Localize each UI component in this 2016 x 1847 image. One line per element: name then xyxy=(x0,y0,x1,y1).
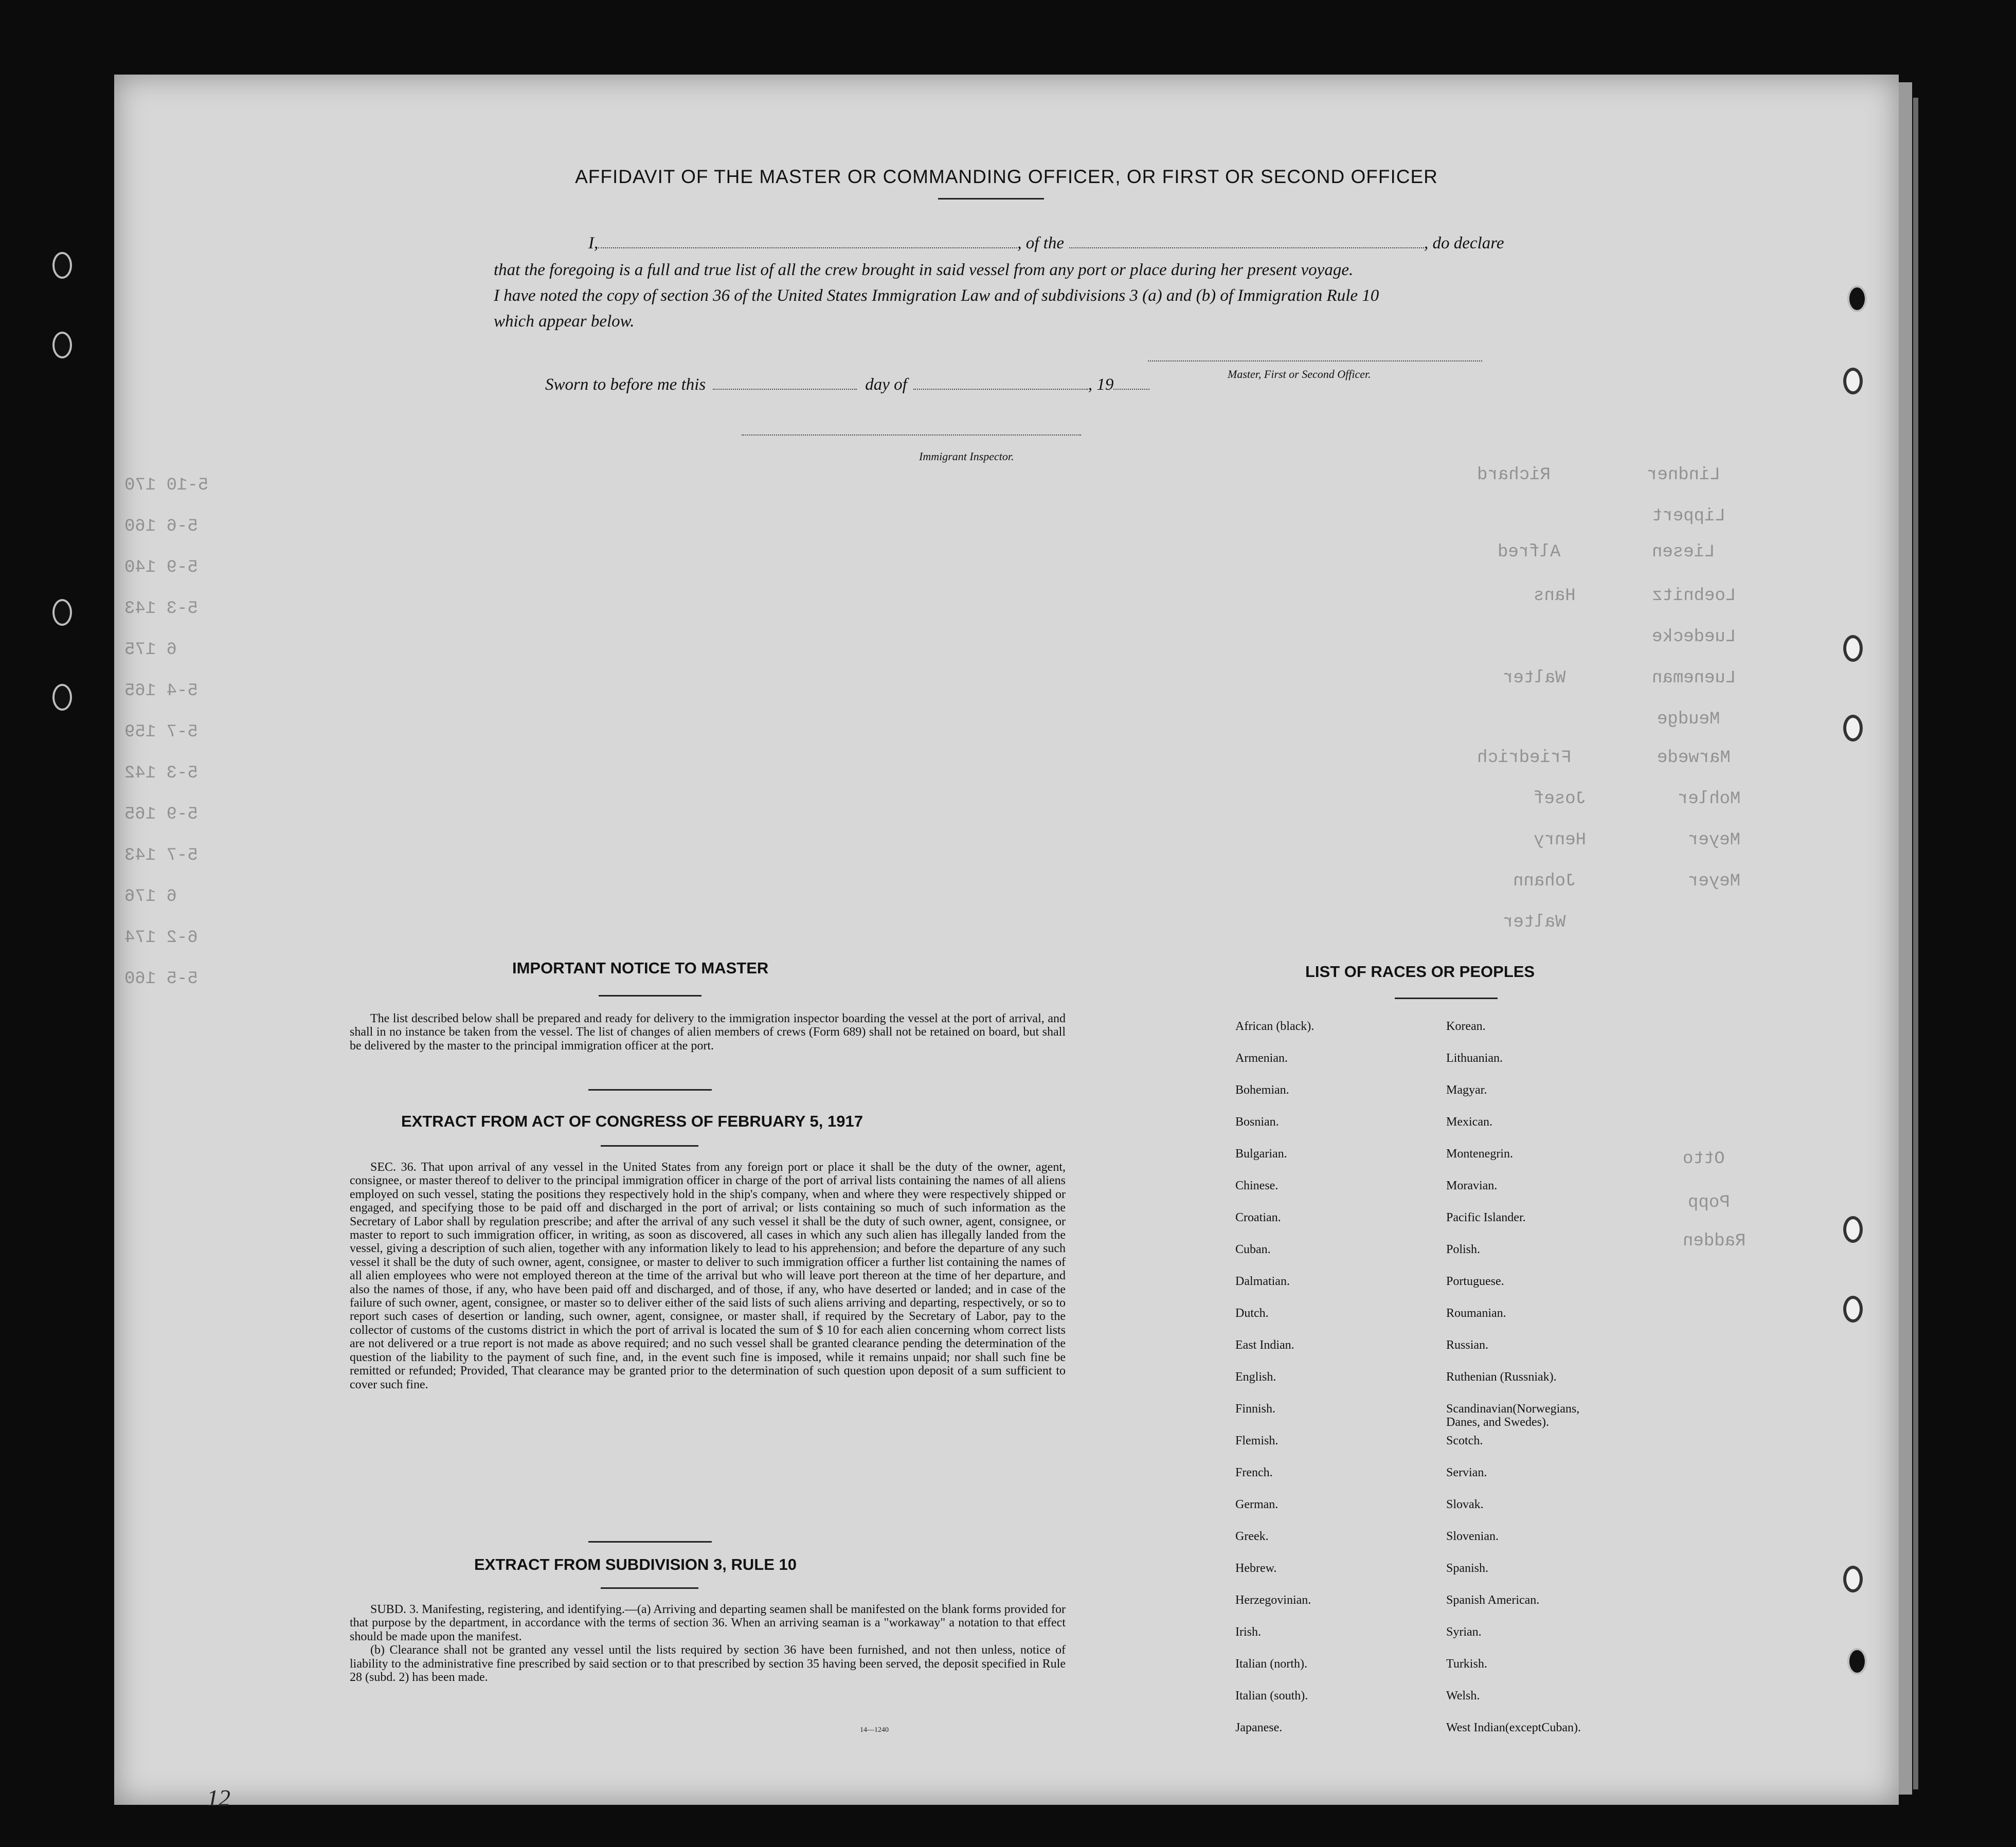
notice-title: IMPORTANT NOTICE TO MASTER xyxy=(512,959,769,977)
bleed-through-text: 6 176 xyxy=(124,887,177,907)
race-item: Hebrew. xyxy=(1235,1562,1277,1575)
races-right-column xyxy=(1446,1020,1581,1753)
affidavit-title: AFFIDAVIT OF THE MASTER OR COMMANDING OFFICER, OR FIRST OR SECOND OFFICER xyxy=(575,166,1438,187)
form-code: 14—1240 xyxy=(860,1726,889,1734)
race-item: Slovenian. xyxy=(1446,1530,1499,1543)
bleed-through-text: Loebnitz xyxy=(1652,586,1736,606)
handwritten-mark: 12 xyxy=(207,1785,230,1811)
affidavit-line-3: I have noted the copy of section 36 of the United States Immigration Law and of subdivisions 3 (a) and (b) of Immigration Rule 10 xyxy=(494,286,1379,305)
race-item: Herzegovinian. xyxy=(1235,1594,1311,1607)
act-bottom-rule xyxy=(588,1541,712,1543)
race-item: African (black). xyxy=(1235,1020,1315,1033)
binder-hole xyxy=(1847,1648,1867,1675)
bleed-through-text: Lueneman xyxy=(1652,668,1736,688)
binder-hole xyxy=(1843,715,1863,741)
bleed-through-text: 6 175 xyxy=(124,640,177,660)
inspector-signature-blank xyxy=(742,434,1081,436)
inspector-label: Immigrant Inspector. xyxy=(919,450,1014,463)
race-item: West Indian(exceptCuban). xyxy=(1446,1721,1581,1734)
race-item: Scandinavian(Norwegians, xyxy=(1446,1402,1580,1416)
race-item: Korean. xyxy=(1446,1020,1486,1033)
bleed-through-text: Mohler xyxy=(1678,789,1741,809)
rule-paragraph-a: SUBD. 3. Manifesting, registering, and identifying.—(a) Arriving and departing seamen shall be manifested on the blank forms provided for that purpose by the department, in accordance with the terms of section 36. When an arriving seaman is a "workaway" a notation to that effect should be made upon the manifest. xyxy=(350,1603,1066,1643)
race-item: East Indian. xyxy=(1235,1338,1294,1352)
binder-hole xyxy=(1843,635,1863,662)
bleed-through-text: Marwede xyxy=(1657,748,1731,768)
bleed-through-text: 5-6 160 xyxy=(124,517,198,536)
day-of-label: day of xyxy=(865,375,907,394)
races-title: LIST OF RACES OR PEOPLES xyxy=(1305,963,1535,981)
notice-text xyxy=(350,1012,1066,1053)
bleed-through-text: 5-9 165 xyxy=(124,805,198,824)
race-item: Finnish. xyxy=(1235,1402,1276,1416)
bleed-through-text: Friedrich xyxy=(1477,748,1572,768)
notice-paragraph: The list described below shall be prepared and ready for delivery to the immigration inspector boarding the vessel at the port of arrival, and shall in no instance be taken from the vessel. The list of changes of alien members of crews (Form 689) shall not be retained on board, but shall be delivered by the master to the principal immigration officer at the port. xyxy=(350,1012,1066,1053)
race-item: Italian (south). xyxy=(1235,1689,1308,1703)
race-item: Roumanian. xyxy=(1446,1307,1506,1320)
race-item: English. xyxy=(1235,1370,1276,1384)
race-item: Dutch. xyxy=(1235,1307,1269,1320)
bleed-through-text: 6-2 174 xyxy=(124,928,198,948)
race-item: Welsh. xyxy=(1446,1689,1480,1703)
rule-paragraph-b: (b) Clearance shall not be granted any vessel until the lists required by section 36 have been furnished, and not then unless, notice of liability to the administrative fine prescribed by said section or to that prescribed by section 35 having been served, the deposit specified in Rule 28 (subd. 2) has been made. xyxy=(350,1643,1066,1685)
race-item: Portuguese. xyxy=(1446,1275,1504,1288)
race-item: Cuban. xyxy=(1235,1243,1271,1256)
bleed-through-text: Otto xyxy=(1683,1149,1725,1169)
year-blank xyxy=(1113,389,1149,390)
page-edge-shadow xyxy=(1913,98,1918,1789)
name-blank xyxy=(598,247,1017,248)
race-item: Ruthenian (Russniak). xyxy=(1446,1370,1557,1384)
bleed-through-text: Johann xyxy=(1513,872,1576,891)
race-item: Flemish. xyxy=(1235,1434,1279,1447)
bleed-through-text: Popp xyxy=(1688,1193,1730,1212)
race-item: German. xyxy=(1235,1498,1279,1511)
race-item: Scotch. xyxy=(1446,1434,1483,1447)
signature-blank xyxy=(1148,360,1482,361)
race-item: Bosnian. xyxy=(1235,1115,1279,1129)
vessel-blank xyxy=(1069,247,1424,248)
race-item: Polish. xyxy=(1446,1243,1481,1256)
act-text xyxy=(350,1161,1066,1391)
notice-bottom-rule xyxy=(588,1089,712,1091)
race-item: Russian. xyxy=(1446,1338,1489,1352)
title-rule xyxy=(938,198,1044,200)
bleed-through-text: Radden xyxy=(1683,1232,1746,1251)
bleed-through-text: Henry xyxy=(1534,830,1587,850)
races-left-column xyxy=(1235,1020,1314,1753)
day-blank xyxy=(713,389,857,390)
bleed-through-text: 5-4 165 xyxy=(124,681,198,701)
race-item: Dalmatian. xyxy=(1235,1275,1290,1288)
bleed-through-text: Hans xyxy=(1534,586,1576,606)
bleed-through-text: Luedecke xyxy=(1652,627,1736,647)
binder-hole xyxy=(52,684,72,711)
race-item: Montenegrin. xyxy=(1446,1147,1513,1161)
bleed-through-text: Lippert xyxy=(1652,506,1725,526)
affidavit-of-the-label: , of the xyxy=(1017,234,1064,252)
race-item: Japanese. xyxy=(1235,1721,1283,1734)
binder-hole xyxy=(1843,368,1863,394)
race-item: Mexican. xyxy=(1446,1115,1492,1129)
race-item: Irish. xyxy=(1235,1625,1261,1639)
race-item: Turkish. xyxy=(1446,1657,1487,1671)
rule-underline xyxy=(601,1587,698,1589)
page-edge xyxy=(1898,82,1912,1795)
race-item: Servian. xyxy=(1446,1466,1487,1479)
act-rule xyxy=(601,1145,698,1147)
race-item: French. xyxy=(1235,1466,1273,1479)
bleed-through-text: 5-10 170 xyxy=(124,476,209,495)
race-item: Bohemian. xyxy=(1235,1083,1289,1097)
race-item: Moravian. xyxy=(1446,1179,1498,1192)
race-item: Spanish. xyxy=(1446,1562,1489,1575)
act-paragraph: SEC. 36. That upon arrival of any vessel in the United States from any foreign port or place it shall be the duty of the owner, agent, consignee, or master thereof to deliver to the principal immigration officer in charge of the port of arrival lists containing the names of all aliens employed on such vessel, stating the positions they respectively hold in the ship's company, when and where they were respectively shipped or engaged, and specifying those to be paid off and discharged in the port of arrival; or lists containing so much of such information as the Secretary of Labor shall by regulation prescribe; and after the arrival of any such vessel it shall be the duty of such owner, agent, consignee, or master to report to such immigration officer, in writing, as soon as discovered, all cases in which any such alien has illegally landed from the vessel, giving a description of such alien, together with any information likely to lead to his apprehension; and before the departure of any such vessel it shall be the duty of such owner, agent, consignee, or master to deliver to such immigration officer a further list containing the names of all alien employees who were not employed thereon at the time of the arrival but who will leave port thereon at the time of her departure, and also the names of those, if any, who have been paid off and discharged, and of those, if any, who have deserted or landed; and in case of the failure of such owner, agent, consignee, or master so to deliver either of the said lists of such aliens arriving and departing, respectively, or so to report such cases of desertion or landing, such owner, agent, consignee, or master shall, if required by the Secretary of Labor, pay to the collector of customs of the customs district in which the port of arrival is located the sum of $ 10 for each alien concerning whom correct lists are not delivered or a true report is not made as above required; and no such vessel shall be granted clearance pending the determination of the question of the liability to the payment of such fine, and, in the event such fine is imposed, while it remains unpaid; nor shall such fine be remitted or refunded; Provided, That clearance may be granted prior to the determination of such question upon deposit of a sum sufficient to cover such fine. xyxy=(350,1161,1066,1391)
bleed-through-text: Walter xyxy=(1503,668,1566,688)
sworn-label: Sworn to before me this xyxy=(545,375,706,394)
manifest-page xyxy=(114,75,1899,1811)
bleed-through-text: Meudge xyxy=(1657,710,1720,729)
race-item: Armenian. xyxy=(1235,1052,1288,1065)
bleed-through-text: 5-7 143 xyxy=(124,846,198,865)
binder-hole xyxy=(52,599,72,626)
race-item: Bulgarian. xyxy=(1235,1147,1287,1161)
bleed-through-text: Lindner xyxy=(1647,465,1720,485)
race-item: Croatian. xyxy=(1235,1211,1281,1224)
bleed-through-text: 5-3 142 xyxy=(124,764,198,783)
race-item: Italian (north). xyxy=(1235,1657,1307,1671)
race-item: Lithuanian. xyxy=(1446,1052,1503,1065)
affidavit-line-1 xyxy=(547,234,1504,253)
race-item: Greek. xyxy=(1235,1530,1269,1543)
sworn-line xyxy=(545,375,1149,394)
affidavit-line-2: that the foregoing is a full and true list of all the crew brought in said vessel from any port or place during her present voyage. xyxy=(494,261,1354,279)
race-item: Chinese. xyxy=(1235,1179,1279,1192)
bleed-through-text: Alfred xyxy=(1498,542,1561,562)
bleed-through-text: Josef xyxy=(1534,789,1587,809)
notice-rule xyxy=(599,995,701,997)
affidavit-i-label: I, xyxy=(588,234,599,252)
binder-hole xyxy=(1847,285,1867,312)
rule-title: EXTRACT FROM SUBDIVISION 3, RULE 10 xyxy=(474,1555,797,1573)
binder-hole xyxy=(52,252,72,279)
bleed-through-text: Liesen xyxy=(1652,542,1715,562)
race-item: Magyar. xyxy=(1446,1083,1487,1097)
binder-hole xyxy=(1843,1216,1863,1243)
month-blank xyxy=(913,389,1088,390)
affidavit-declare-label: , do declare xyxy=(1424,234,1504,252)
race-item: Danes, and Swedes). xyxy=(1446,1416,1549,1429)
bleed-through-text: Meyer xyxy=(1688,872,1741,891)
race-item: Spanish American. xyxy=(1446,1594,1540,1607)
binder-hole xyxy=(1843,1566,1863,1592)
bleed-through-text: 5-7 159 xyxy=(124,722,198,742)
bleed-through-text: Meyer xyxy=(1688,830,1741,850)
binder-hole xyxy=(52,332,72,358)
bleed-through-text: 5-9 140 xyxy=(124,558,198,577)
binder-hole xyxy=(1843,1296,1863,1323)
rule-text xyxy=(350,1603,1066,1684)
year-label: , 19 xyxy=(1088,375,1114,394)
race-item: Syrian. xyxy=(1446,1625,1482,1639)
races-rule xyxy=(1395,998,1498,999)
affidavit-line-4: which appear below. xyxy=(494,312,635,331)
act-title: EXTRACT FROM ACT OF CONGRESS OF FEBRUARY 5, 1917 xyxy=(401,1112,863,1130)
bleed-through-text: 5-5 160 xyxy=(124,969,198,989)
bleed-through-text: Richard xyxy=(1477,465,1551,485)
bleed-through-text: Walter xyxy=(1503,913,1566,932)
bleed-through-text: 5-3 143 xyxy=(124,599,198,619)
race-item: Slovak. xyxy=(1446,1498,1484,1511)
signature-label: Master, First or Second Officer. xyxy=(1228,368,1371,381)
race-item: Pacific Islander. xyxy=(1446,1211,1526,1224)
